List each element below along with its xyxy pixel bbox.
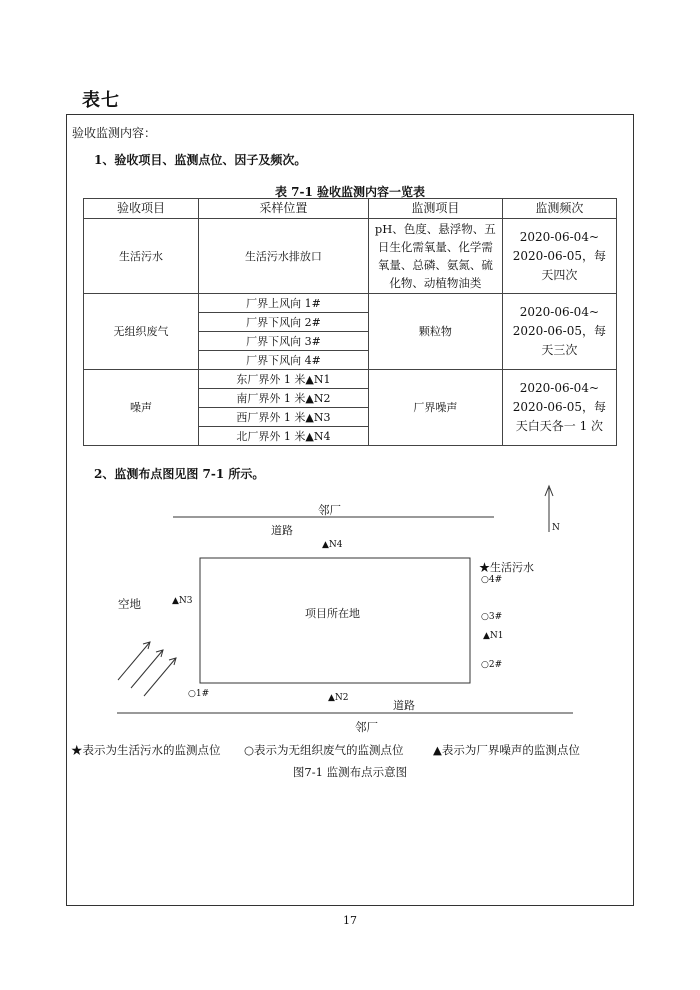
location-cell: 西厂界外 1 米▲N3: [199, 408, 369, 427]
label-empty-land: 空地: [118, 597, 141, 611]
location-cell: 南厂界外 1 米▲N2: [199, 389, 369, 408]
freq-line: 2020-06-05，每: [512, 400, 606, 414]
location-cell: 东厂界外 1 米▲N1: [199, 370, 369, 389]
item-cell: 无组织废气: [84, 294, 199, 370]
label-neighbor-top: 邻厂: [318, 503, 341, 517]
header-cell: 监测频次: [502, 199, 616, 219]
point-4: ○4#: [481, 575, 503, 585]
figure-caption: 图7-1 监测布点示意图: [292, 765, 408, 779]
label-site: 项目所在地: [305, 607, 360, 620]
freq-line: 天三次: [541, 343, 578, 357]
point-3: ○3#: [481, 612, 503, 622]
freq-line: 2020-06-05，每: [512, 248, 606, 263]
factor-cell: 厂界噪声: [368, 370, 502, 446]
freq-line: 天四次: [541, 267, 578, 282]
factor-line: pH、色度、悬浮物、五: [374, 222, 496, 236]
point-n4: ▲N4: [322, 540, 343, 550]
factor-line: 化物、动植物油类: [389, 276, 482, 290]
legend-noise: ▲表示为厂界噪声的监测点位: [433, 743, 580, 757]
location-cell: 厂界下风向 2#: [199, 313, 369, 332]
location-cell: 厂界下风向 3#: [199, 332, 369, 351]
freq-line: 天白天各一 1 次: [515, 419, 604, 433]
freq-line: 2020-06-05，每: [512, 324, 606, 338]
header-cell: 监测项目: [368, 199, 502, 219]
item-cell: 噪声: [84, 370, 199, 446]
legend-wastewater: ★表示为生活污水的监测点位: [71, 743, 221, 757]
factor-line: 日生化需氧量、化学需: [377, 240, 493, 254]
header-cell: 验收项目: [84, 199, 199, 219]
legend-air: ○表示为无组织废气的监测点位: [244, 743, 404, 757]
page-heading: 表七: [82, 90, 120, 111]
page-number: 17: [343, 914, 357, 927]
factor-line: 氧量、总磷、氨氮、硫: [377, 258, 493, 272]
freq-line: 2020-06-04~: [519, 229, 600, 244]
freq-line: 2020-06-04~: [519, 305, 600, 319]
label-neighbor-bottom: 邻厂: [355, 720, 378, 734]
table-caption: 表 7-1 验收监测内容一览表: [274, 185, 426, 199]
location-cell: 厂界上风向 1#: [199, 294, 369, 313]
freq-line: 2020-06-04~: [519, 381, 600, 395]
point-n1: ▲N1: [483, 631, 504, 641]
section-1-title: 1、验收项目、监测点位、因子及频次。: [94, 153, 307, 167]
factor-cell: 颗粒物: [368, 294, 502, 370]
point-n3: ▲N3: [172, 596, 193, 606]
point-n2: ▲N2: [328, 693, 349, 703]
point-2: ○2#: [481, 660, 503, 670]
label-road-top: 道路: [271, 524, 293, 537]
label-north: N: [552, 523, 560, 533]
header-cell: 采样位置: [199, 199, 369, 219]
item-cell: 生活污水: [84, 219, 199, 294]
point-wastewater: ★生活污水: [479, 561, 534, 574]
section-2-title: 2、监测布点图见图 7-1 所示。: [94, 467, 265, 481]
location-cell: 北厂界外 1 米▲N4: [199, 427, 369, 446]
label-road-bottom: 道路: [393, 699, 415, 712]
location-cell: 生活污水排放口: [199, 219, 369, 294]
location-cell: 厂界下风向 4#: [199, 351, 369, 370]
point-1: ○1#: [188, 689, 210, 699]
wind-direction-arrows-icon: [118, 642, 176, 696]
intro-text: 验收监测内容：: [72, 126, 157, 140]
